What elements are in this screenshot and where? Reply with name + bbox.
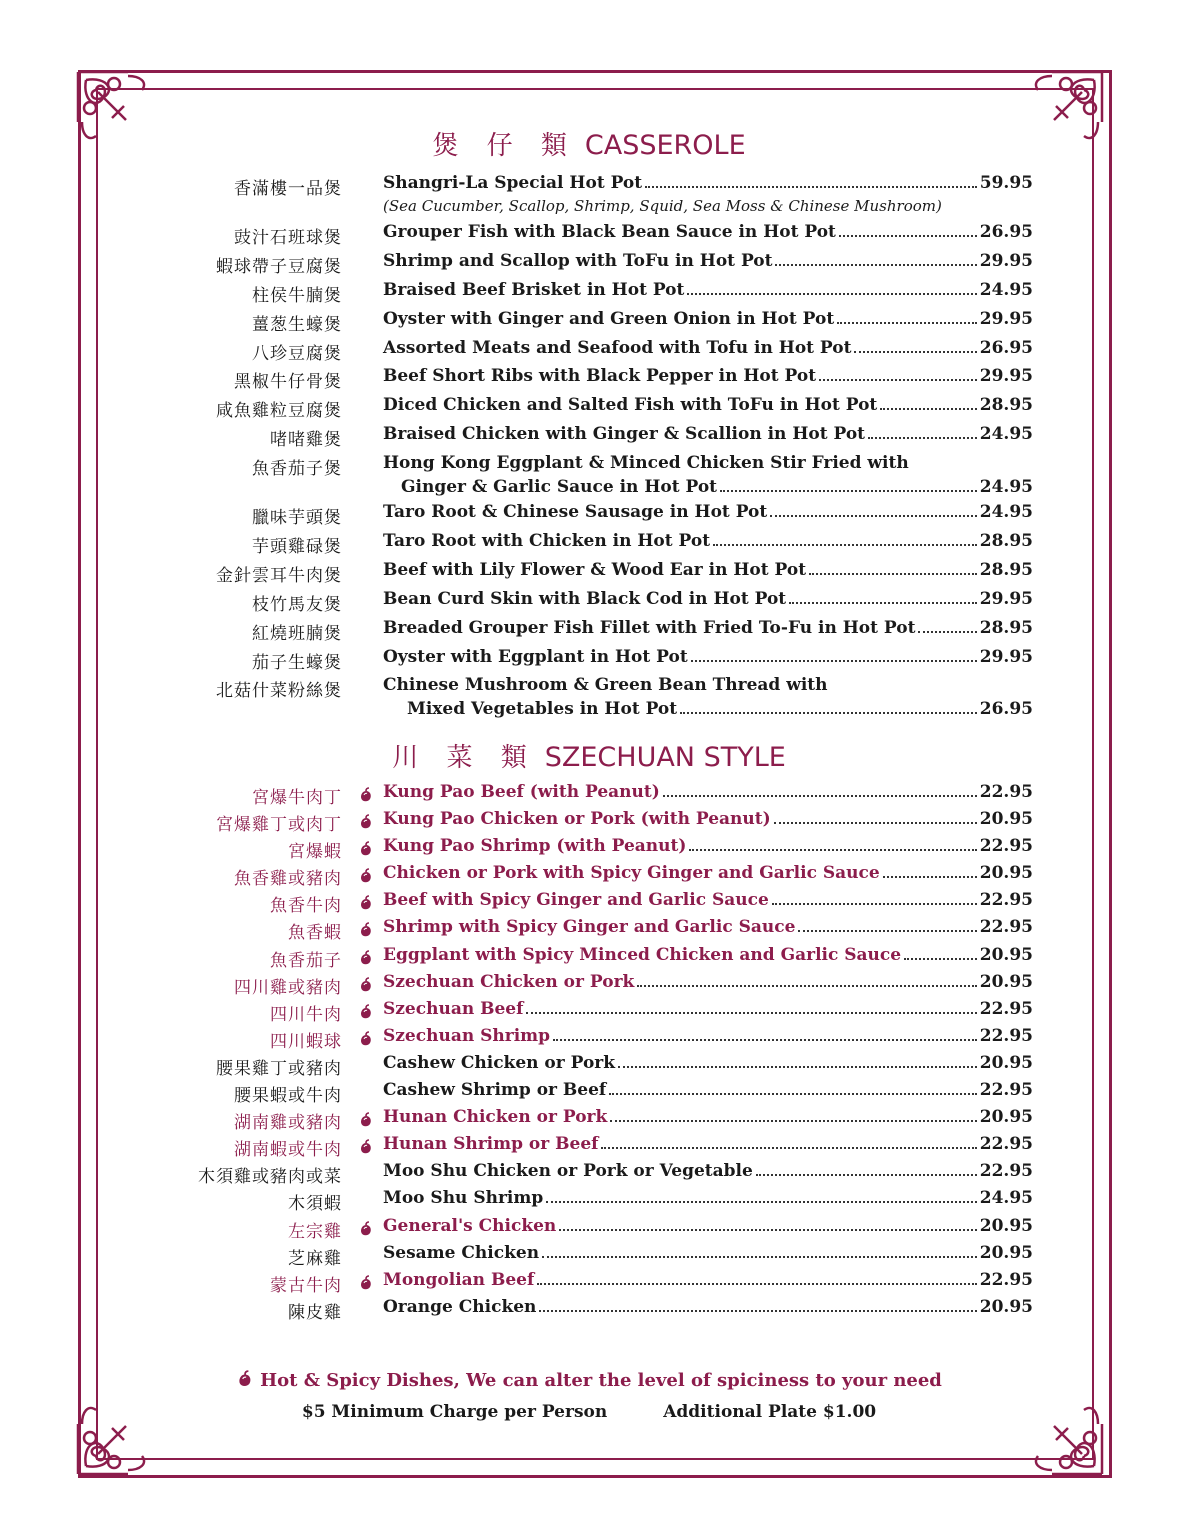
- dot-leader: [609, 1093, 977, 1095]
- menu-item: [150, 997, 1040, 1024]
- dot-leader: [689, 849, 976, 851]
- szechuan-menu: [150, 780, 1040, 1322]
- menu-item-price: 20.95: [979, 944, 1033, 965]
- ornament-icon: [68, 1384, 168, 1484]
- dot-leader: [839, 235, 977, 237]
- menu-item-price: 20.95: [979, 1296, 1033, 1317]
- menu-item-line: [383, 647, 1033, 667]
- menu-item-price: 29.95: [979, 646, 1033, 667]
- menu-item-line: [383, 863, 1033, 883]
- menu-item-line: [383, 395, 1033, 415]
- menu-item-line: [383, 999, 1033, 1019]
- dot-leader: [819, 379, 977, 381]
- pepper-icon: [358, 1004, 374, 1020]
- menu-item-line: [383, 699, 1033, 719]
- menu-item-line: [383, 531, 1033, 551]
- menu-item-price: 20.95: [979, 1107, 1033, 1128]
- menu-item: [150, 861, 1040, 888]
- dot-leader: [537, 1283, 977, 1285]
- menu-item-line: [383, 1080, 1033, 1100]
- menu-item: [150, 451, 1040, 500]
- szechuan-title: [0, 737, 1178, 774]
- menu-item-price: 26.95: [979, 337, 1033, 358]
- pepper-icon: [358, 977, 374, 993]
- menu-item: [150, 645, 1040, 674]
- menu-item-name: Hunan Shrimp or Beef: [383, 1134, 599, 1155]
- menu-item-zh: 薑葱生蠔煲: [252, 314, 342, 335]
- menu-item-zh: 湖南蝦或牛肉: [234, 1140, 342, 1161]
- menu-item-line: [383, 173, 1033, 193]
- menu-item-price: 20.95: [979, 809, 1033, 830]
- menu-item-line: [383, 589, 1033, 609]
- dot-leader: [546, 1201, 977, 1203]
- menu-item-zh: 臘味芋頭煲: [252, 508, 342, 529]
- menu-item: [150, 393, 1040, 422]
- menu-item-zh: 湖南雞或豬肉: [234, 1113, 342, 1134]
- menu-item: [150, 616, 1040, 645]
- menu-item: [150, 336, 1040, 365]
- menu-item-line: [383, 1026, 1033, 1046]
- menu-item: [150, 807, 1040, 834]
- menu-item-name: Beef with Spicy Ginger and Garlic Sauce: [383, 890, 769, 911]
- menu-item-name: Beef with Lily Flower & Wood Ear in Hot Pot: [383, 559, 807, 580]
- dot-leader: [854, 351, 976, 353]
- menu-item-price: 28.95: [979, 559, 1033, 580]
- menu-item-price: 20.95: [979, 1052, 1033, 1073]
- menu-item-name: Diced Chicken and Salted Fish with ToFu in Hot Pot: [383, 395, 878, 416]
- menu-item-price: 24.95: [979, 1188, 1033, 1209]
- menu-item-line: [383, 338, 1033, 358]
- menu-item-price: 29.95: [979, 588, 1033, 609]
- menu-item-line: [383, 917, 1033, 937]
- menu-item-zh: 腰果蝦或牛肉: [234, 1086, 342, 1107]
- menu-item-price: 20.95: [979, 1242, 1033, 1263]
- menu-item: [150, 1024, 1040, 1051]
- menu-item-zh: 香滿樓一品煲: [234, 179, 342, 199]
- menu-item-zh: 北菇什菜粉絲煲: [216, 681, 342, 702]
- menu-item-line: [383, 945, 1033, 965]
- menu-item: [150, 1241, 1040, 1268]
- menu-item-zh: 魚香茄子煲: [252, 459, 342, 480]
- menu-item-name: Ginger & Garlic Sauce in Hot Pot: [401, 477, 718, 498]
- menu-item-name: General's Chicken: [383, 1215, 557, 1236]
- menu-item-name: Braised Chicken with Ginger & Scallion in Hot Pot: [383, 424, 866, 445]
- menu-item-name: Szechuan Beef: [383, 998, 524, 1019]
- menu-item-name: Kung Pao Chicken or Pork (with Peanut): [383, 809, 771, 830]
- menu-item: [150, 171, 1040, 220]
- menu-item-price: 22.95: [979, 1080, 1033, 1101]
- dot-leader: [789, 602, 977, 604]
- menu-item-zh: 宮爆蝦: [288, 842, 342, 863]
- dot-leader: [883, 876, 977, 878]
- ornament-icon: [1012, 1384, 1112, 1484]
- menu-item: [150, 1214, 1040, 1241]
- menu-item-price: 28.95: [979, 395, 1033, 416]
- menu-item-zh: 陳皮雞: [288, 1302, 342, 1323]
- menu-item-name: Mixed Vegetables in Hot Pot: [407, 699, 678, 720]
- menu-item-price: 22.95: [979, 1161, 1033, 1182]
- menu-item-zh: 蝦球帶子豆腐煲: [216, 256, 342, 277]
- menu-item-zh: 宮爆牛肉丁: [252, 788, 342, 808]
- pepper-icon: [358, 1139, 374, 1155]
- menu-item: [150, 307, 1040, 336]
- menu-item-line: [383, 280, 1033, 300]
- menu-item-name: Taro Root with Chicken in Hot Pot: [383, 531, 711, 552]
- menu-item: [150, 780, 1040, 807]
- dot-leader: [601, 1147, 976, 1149]
- menu-item-price: 29.95: [979, 250, 1033, 271]
- dot-leader: [691, 660, 977, 662]
- menu-item-name: Moo Shu Shrimp: [383, 1188, 544, 1209]
- menu-item-name: Eggplant with Spicy Minced Chicken and Garlic Sauce: [383, 944, 902, 965]
- menu-item-note: (Sea Cucumber, Scallop, Shrimp, Squid, Sea Moss & Chinese Mushroom): [383, 197, 942, 215]
- menu-item-name: Shrimp with Spicy Ginger and Garlic Sauce: [383, 917, 796, 938]
- menu-item-price: 22.95: [979, 1269, 1033, 1290]
- pepper-icon: [358, 868, 374, 884]
- menu-item: [150, 529, 1040, 558]
- menu-item: [150, 422, 1040, 451]
- menu-item-name: Moo Shu Chicken or Pork or Vegetable: [383, 1161, 753, 1182]
- menu-item-zh: 黑椒牛仔骨煲: [234, 372, 342, 393]
- pepper-icon: [358, 1031, 374, 1047]
- menu-item-price: 59.95: [979, 173, 1033, 193]
- menu-item-zh: 魚香茄子: [270, 950, 342, 971]
- dot-leader: [637, 985, 976, 987]
- menu-item-price: 22.95: [979, 1025, 1033, 1046]
- menu-item: [150, 834, 1040, 861]
- menu-item-zh: 枝竹馬友煲: [252, 594, 342, 615]
- menu-item-zh: 宮爆雞丁或肉丁: [216, 815, 342, 836]
- menu-item-zh: 腰果雞丁或豬肉: [216, 1058, 342, 1079]
- casserole-menu: [150, 171, 1040, 722]
- menu-item-name: Kung Pao Shrimp (with Peanut): [383, 836, 687, 857]
- szechuan-title-en: SZECHUAN STYLE: [544, 742, 786, 773]
- menu-item: [150, 1105, 1040, 1132]
- dot-leader: [542, 1256, 977, 1258]
- casserole-title-zh: 煲 仔 類: [432, 131, 577, 161]
- menu-item-name: Szechuan Shrimp: [383, 1025, 551, 1046]
- menu-item: [150, 364, 1040, 393]
- menu-item-zh: 咸魚雞粒豆腐煲: [216, 401, 342, 422]
- menu-item: [150, 1132, 1040, 1159]
- dot-leader: [720, 490, 977, 492]
- menu-item-zh: 紅燒班腩煲: [252, 623, 342, 644]
- dot-leader: [539, 1310, 976, 1312]
- menu-item: [150, 500, 1040, 529]
- menu-item: [150, 1078, 1040, 1105]
- menu-item: [150, 1295, 1040, 1322]
- menu-item-name: Chinese Mushroom & Green Bean Thread with: [383, 675, 828, 696]
- dot-leader: [553, 1039, 977, 1041]
- menu-item-line: [383, 424, 1033, 444]
- menu-item-name: Shrimp and Scallop with ToFu in Hot Pot: [383, 250, 773, 271]
- pepper-icon: [358, 922, 374, 938]
- pepper-icon: [358, 1221, 374, 1237]
- menu-item-name: Szechuan Chicken or Pork: [383, 971, 635, 992]
- menu-item-name: Shangri-La Special Hot Pot: [383, 173, 643, 193]
- dot-leader: [645, 186, 977, 188]
- menu-item-zh: 木須雞或豬肉或菜: [198, 1167, 342, 1188]
- menu-item-line: [383, 477, 1033, 497]
- dot-leader: [687, 293, 976, 295]
- menu-item-zh: 豉汁石班球煲: [234, 228, 342, 248]
- menu-item: [150, 888, 1040, 915]
- dot-leader: [904, 958, 977, 960]
- szechuan-title-zh: 川 菜 類: [392, 743, 537, 773]
- casserole-title-en: CASSEROLE: [584, 130, 746, 161]
- menu-item-zh: 八珍豆腐煲: [252, 343, 342, 364]
- menu-item-line: [383, 1107, 1033, 1127]
- menu-item-line: [383, 809, 1033, 829]
- menu-item-price: 20.95: [979, 971, 1033, 992]
- menu-item-line: [383, 309, 1033, 329]
- menu-item-name: Oyster with Eggplant in Hot Pot: [383, 646, 688, 667]
- dot-leader: [610, 1120, 977, 1122]
- menu-item-name: Chicken or Pork with Spicy Ginger and Garlic Sauce: [383, 863, 880, 884]
- dot-leader: [526, 1012, 976, 1014]
- menu-item-zh: 啫啫雞煲: [270, 430, 342, 451]
- dot-leader: [798, 930, 976, 932]
- charges: [0, 1402, 1178, 1422]
- menu-item: [150, 1159, 1040, 1186]
- menu-item-zh: 魚香蝦: [288, 923, 342, 944]
- menu-item: [150, 915, 1040, 942]
- dot-leader: [772, 903, 977, 905]
- menu-item-line: [383, 618, 1033, 638]
- menu-item-zh: 魚香雞或豬肉: [234, 869, 342, 890]
- menu-item-name: Orange Chicken: [383, 1296, 537, 1317]
- menu-item-price: 24.95: [979, 477, 1033, 498]
- dot-leader: [663, 795, 977, 797]
- pepper-icon: [358, 895, 374, 911]
- pepper-icon: [358, 1112, 374, 1128]
- pepper-icon: [358, 814, 374, 830]
- menu-item-line: [383, 1243, 1033, 1263]
- menu-item: [150, 1186, 1040, 1213]
- menu-item: [150, 249, 1040, 278]
- menu-item-name: Beef Short Ribs with Black Pepper in Hot Pot: [383, 366, 817, 387]
- dot-leader: [680, 712, 977, 714]
- menu-item-line: [383, 560, 1033, 580]
- dot-leader: [880, 408, 977, 410]
- menu-item-line: [383, 366, 1033, 386]
- dot-leader: [770, 515, 977, 517]
- casserole-title: [0, 125, 1178, 162]
- menu-item-line: [383, 222, 1033, 242]
- menu-item-zh: 魚香牛肉: [270, 896, 342, 917]
- menu-item-name: Mongolian Beef: [383, 1269, 535, 1290]
- menu-item-price: 26.95: [979, 222, 1033, 242]
- menu-item-name: Oyster with Ginger and Green Onion in Hot Pot: [383, 308, 835, 329]
- menu-item-name: Bean Curd Skin with Black Cod in Hot Pot: [383, 588, 787, 609]
- menu-item: [150, 1051, 1040, 1078]
- dot-leader: [713, 544, 977, 546]
- menu-item-name: Hunan Chicken or Pork: [383, 1107, 608, 1128]
- menu-item-line: [383, 1161, 1033, 1181]
- dot-leader: [918, 631, 976, 633]
- menu-item-zh: 金針雲耳牛肉煲: [216, 565, 342, 586]
- menu-item-price: 20.95: [979, 1215, 1033, 1236]
- menu-item: [150, 943, 1040, 970]
- menu-item-line: [383, 1297, 1033, 1317]
- menu-item-price: 26.95: [979, 699, 1033, 720]
- menu-item-price: 24.95: [979, 424, 1033, 445]
- menu-item-zh: 四川雞或豬肉: [234, 977, 342, 998]
- menu-item: [150, 673, 1040, 722]
- dot-leader: [775, 264, 976, 266]
- menu-item-price: 20.95: [979, 863, 1033, 884]
- menu-item-zh: 木須蝦: [288, 1194, 342, 1215]
- menu-item-price: 22.95: [979, 890, 1033, 911]
- menu-item-name: Grouper Fish with Black Bean Sauce in Hot Pot: [383, 222, 836, 242]
- menu-item-price: 22.95: [979, 998, 1033, 1019]
- menu-item-price: 22.95: [979, 1134, 1033, 1155]
- menu-item-zh: 蒙古牛肉: [270, 1275, 342, 1296]
- menu-item-line: [383, 972, 1033, 992]
- menu-item: [150, 220, 1040, 249]
- dot-leader: [618, 1066, 977, 1068]
- menu-item-line: [383, 1270, 1033, 1290]
- menu-item: [150, 1268, 1040, 1295]
- spicy-note: Hot & Spicy Dishes, We can alter the level of spiciness to your need: [260, 1370, 942, 1391]
- menu-item-zh: 茄子生蠔煲: [252, 652, 342, 673]
- additional-plate: Additional Plate $1.00: [663, 1402, 877, 1422]
- menu-item-name: Sesame Chicken: [383, 1242, 540, 1263]
- menu-item-price: 24.95: [979, 502, 1033, 523]
- dot-leader: [756, 1174, 977, 1176]
- spicy-legend: [0, 1370, 1178, 1391]
- menu-item-name: Braised Beef Brisket in Hot Pot: [383, 279, 685, 300]
- menu-item-price: 29.95: [979, 366, 1033, 387]
- menu-item-line: [383, 890, 1033, 910]
- menu-item-price: 28.95: [979, 531, 1033, 552]
- menu-item-line: [383, 1053, 1033, 1073]
- pepper-icon: [358, 1275, 374, 1291]
- menu-item-name: Breaded Grouper Fish Fillet with Fried To-Fu in Hot Pot: [383, 617, 916, 638]
- menu-item-price: 22.95: [979, 782, 1033, 802]
- pepper-icon: [358, 841, 374, 857]
- menu-item-name: Cashew Shrimp or Beef: [383, 1080, 607, 1101]
- menu-item-name: Cashew Chicken or Pork: [383, 1052, 616, 1073]
- menu-item-name: Hong Kong Eggplant & Minced Chicken Stir Fried with: [383, 453, 909, 474]
- dot-leader: [868, 437, 977, 439]
- pepper-icon: [358, 950, 374, 966]
- menu-item: [150, 587, 1040, 616]
- menu-item: [150, 558, 1040, 587]
- menu-item-line: [383, 1134, 1033, 1154]
- dot-leader: [809, 573, 977, 575]
- menu-item-name: Taro Root & Chinese Sausage in Hot Pot: [383, 502, 768, 523]
- dot-leader: [774, 822, 977, 824]
- menu-item-line: [383, 836, 1033, 856]
- pepper-icon: [236, 1370, 254, 1388]
- menu-item-zh: 左宗雞: [288, 1221, 342, 1242]
- menu-item-line: [383, 782, 1033, 802]
- menu-item-zh: 柱侯牛腩煲: [252, 285, 342, 306]
- dot-leader: [837, 322, 977, 324]
- minimum-charge: $5 Minimum Charge per Person: [301, 1402, 608, 1422]
- menu-item-line: [383, 1216, 1033, 1236]
- menu-item: [150, 970, 1040, 997]
- pepper-icon: [358, 787, 374, 803]
- menu-item: [150, 278, 1040, 307]
- menu-item-price: 29.95: [979, 308, 1033, 329]
- dot-leader: [559, 1229, 976, 1231]
- menu-item-name: Assorted Meats and Seafood with Tofu in Hot Pot: [383, 337, 852, 358]
- menu-item-line: [383, 1188, 1033, 1208]
- menu-item-zh: 芝麻雞: [288, 1248, 342, 1269]
- menu-item-price: 22.95: [979, 917, 1033, 938]
- menu-item-price: 28.95: [979, 617, 1033, 638]
- menu-item-zh: 芋頭雞碌煲: [252, 537, 342, 558]
- menu-item-zh: 四川牛肉: [270, 1004, 342, 1025]
- menu-item-line: [383, 502, 1033, 522]
- menu-item-zh: 四川蝦球: [270, 1031, 342, 1052]
- menu-item-line: [383, 251, 1033, 271]
- menu-item-price: 24.95: [979, 279, 1033, 300]
- menu-item-price: 22.95: [979, 836, 1033, 857]
- menu-item-name: Kung Pao Beef (with Peanut): [383, 782, 660, 802]
